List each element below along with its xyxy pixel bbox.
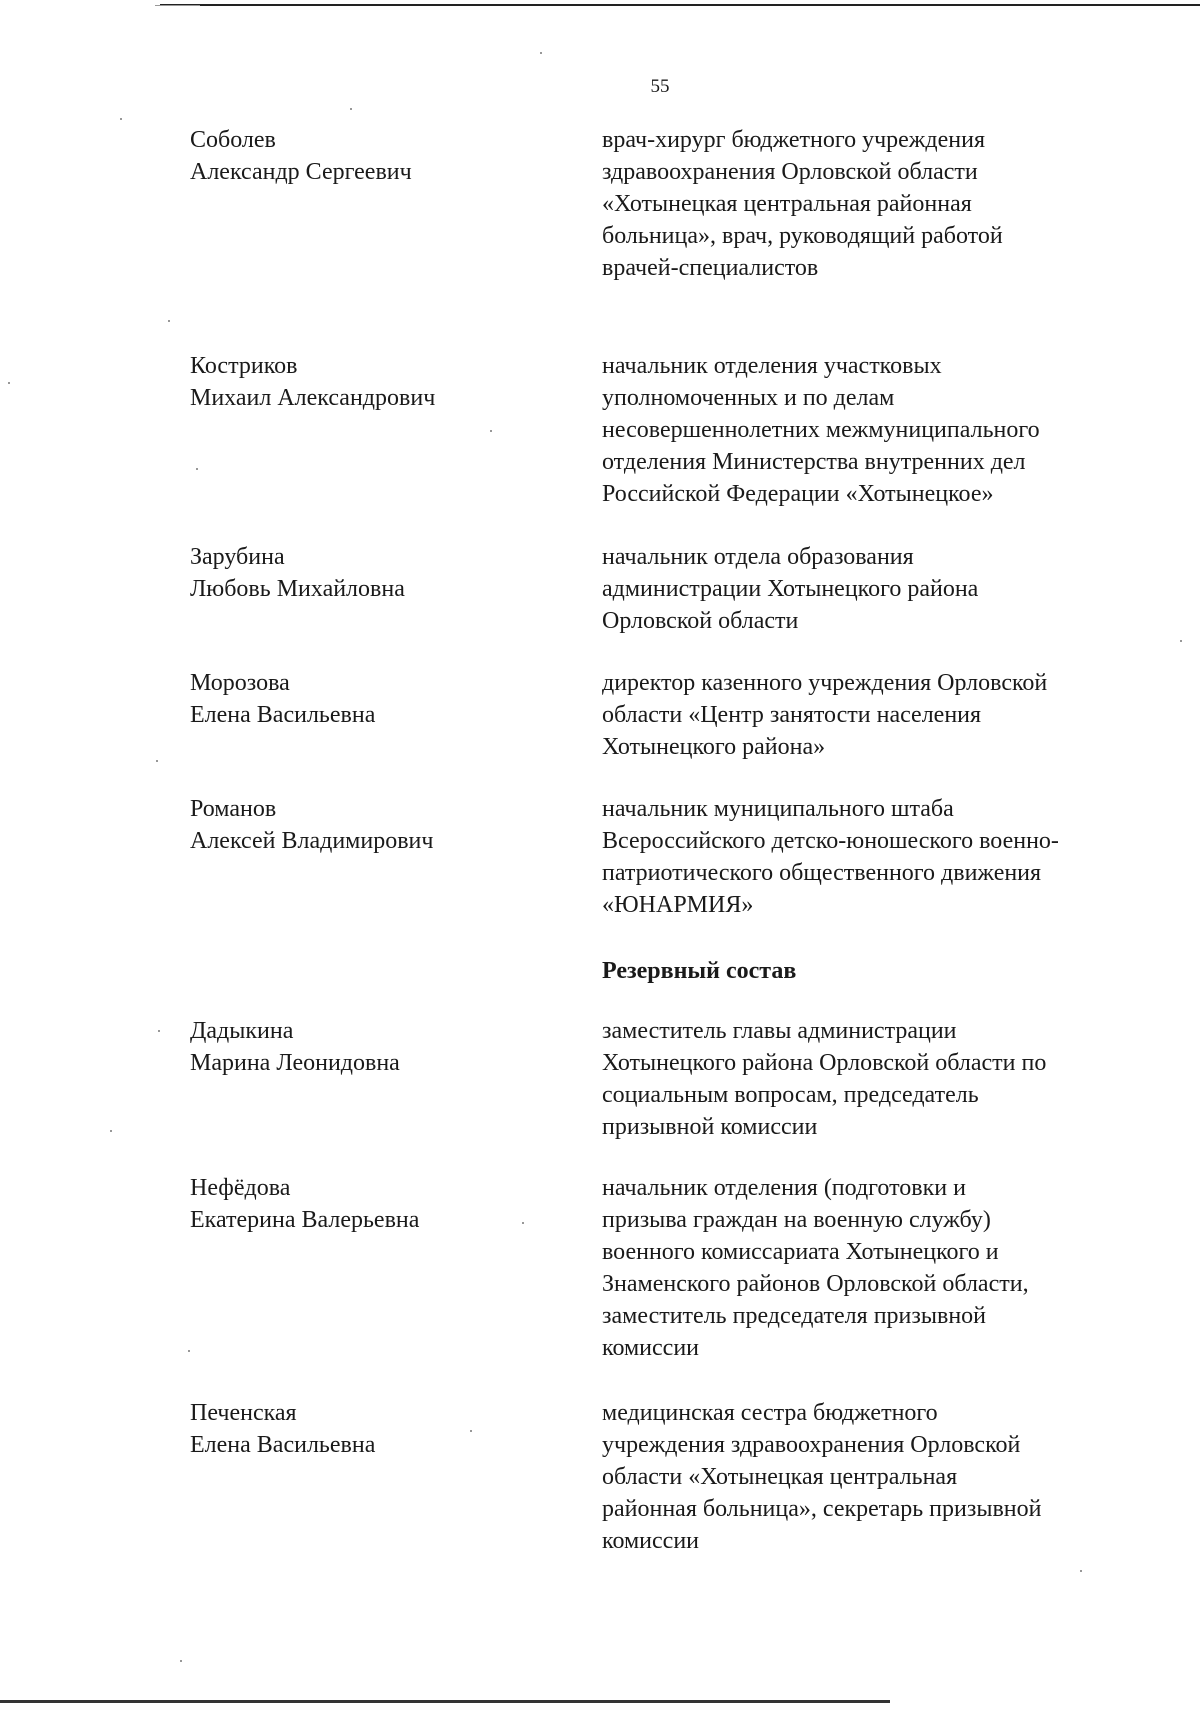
member-name [190,1172,560,1236]
member-surname: Соболев [190,127,276,153]
scan-speck [522,1222,524,1224]
scan-speck [8,382,10,384]
role-line: комиссии [602,1335,700,1361]
role-line: военного комиссариата Хотынецкого и [602,1239,999,1265]
member-name [190,541,560,605]
member-surname: Романов [190,796,277,822]
member-surname: Нефёдова [190,1175,291,1201]
scan-speck [110,1130,112,1132]
role-line: призывной комиссии [602,1114,818,1140]
role-line: учреждения здравоохранения Орловской [602,1432,1021,1458]
member-name [190,1397,560,1461]
member-surname: Печенская [190,1400,297,1426]
role-line: больница», врач, руководящий работой [602,223,1003,249]
member-role [602,124,1162,284]
role-line: комиссии [602,1528,700,1554]
role-line: Всероссийского детско-юношеского военно- [602,828,1059,854]
scan-speck [1080,1570,1082,1572]
member-name [190,124,560,188]
scan-speck [470,1430,472,1432]
scan-speck [1180,640,1182,642]
role-line: медицинская сестра бюджетного [602,1400,938,1426]
role-line: начальник муниципального штаба [602,796,954,822]
scan-speck [168,320,170,322]
role-line: социальным вопросам, председатель [602,1082,979,1108]
role-line: патриотического общественного движения [602,860,1042,886]
member-role [602,793,1162,921]
role-line: уполномоченных и по делам [602,385,895,411]
reserve-section-heading: Резервный состав [602,958,797,984]
member-role [602,667,1162,763]
member-given-names: Александр Сергеевич [190,159,412,185]
role-line: Хотынецкого района Орловской области по [602,1050,1047,1076]
role-line: отделения Министерства внутренних дел [602,449,1026,475]
member-surname: Зарубина [190,544,285,570]
member-surname: Костриков [190,353,298,379]
role-line: врач-хирург бюджетного учреждения [602,127,985,153]
role-line: администрации Хотынецкого района [602,576,979,602]
member-name [190,667,560,731]
member-name [190,350,560,414]
role-line: врачей-специалистов [602,255,819,281]
scan-speck [158,1030,160,1032]
member-given-names: Любовь Михайловна [190,576,405,602]
member-given-names: Михаил Александрович [190,385,436,411]
member-given-names: Елена Васильевна [190,1432,376,1458]
role-line: заместитель главы администрации [602,1018,957,1044]
member-name [190,1015,560,1079]
member-given-names: Елена Васильевна [190,702,376,728]
member-surname: Дадыкина [190,1018,294,1044]
member-surname: Морозова [190,670,290,696]
role-line: заместитель председателя призывной [602,1303,986,1329]
top-border-line-faint [155,5,200,6]
member-given-names: Марина Леонидовна [190,1050,400,1076]
member-given-names: Алексей Владимирович [190,828,434,854]
role-line: начальник отдела образования [602,544,914,570]
member-role [602,350,1162,510]
scan-speck [120,118,122,120]
top-border-line [160,4,1200,6]
bottom-border-line [0,1700,890,1703]
member-role [602,541,1162,637]
role-line: Хотынецкого района» [602,734,826,760]
scan-speck [540,52,542,54]
role-line: «Хотынецкая центральная районная [602,191,972,217]
role-line: «ЮНАРМИЯ» [602,892,754,918]
member-name [190,793,560,857]
role-line: Знаменского районов Орловской области, [602,1271,1029,1297]
role-line: призыва граждан на военную службу) [602,1207,991,1233]
member-role [602,1397,1162,1557]
role-line: Российской Федерации «Хотынецкое» [602,481,994,507]
scan-speck [196,468,198,470]
scan-speck [188,1350,190,1352]
role-line: несовершеннолетних межмуниципального [602,417,1040,443]
role-line: начальник отделения участковых [602,353,942,379]
role-line: области «Центр занятости населения [602,702,982,728]
member-given-names: Екатерина Валерьевна [190,1207,420,1233]
scan-speck [490,430,492,432]
scan-speck [180,1660,182,1662]
role-line: здравоохранения Орловской области [602,159,978,185]
page-number: 55 [650,76,670,97]
scan-speck [350,108,352,110]
scan-speck [156,760,158,762]
role-line: районная больница», секретарь призывной [602,1496,1042,1522]
role-line: директор казенного учреждения Орловской [602,670,1048,696]
role-line: Орловской области [602,608,799,634]
role-line: области «Хотынецкая центральная [602,1464,958,1490]
member-role [602,1015,1162,1143]
role-line: начальник отделения (подготовки и [602,1175,966,1201]
member-role [602,1172,1162,1364]
